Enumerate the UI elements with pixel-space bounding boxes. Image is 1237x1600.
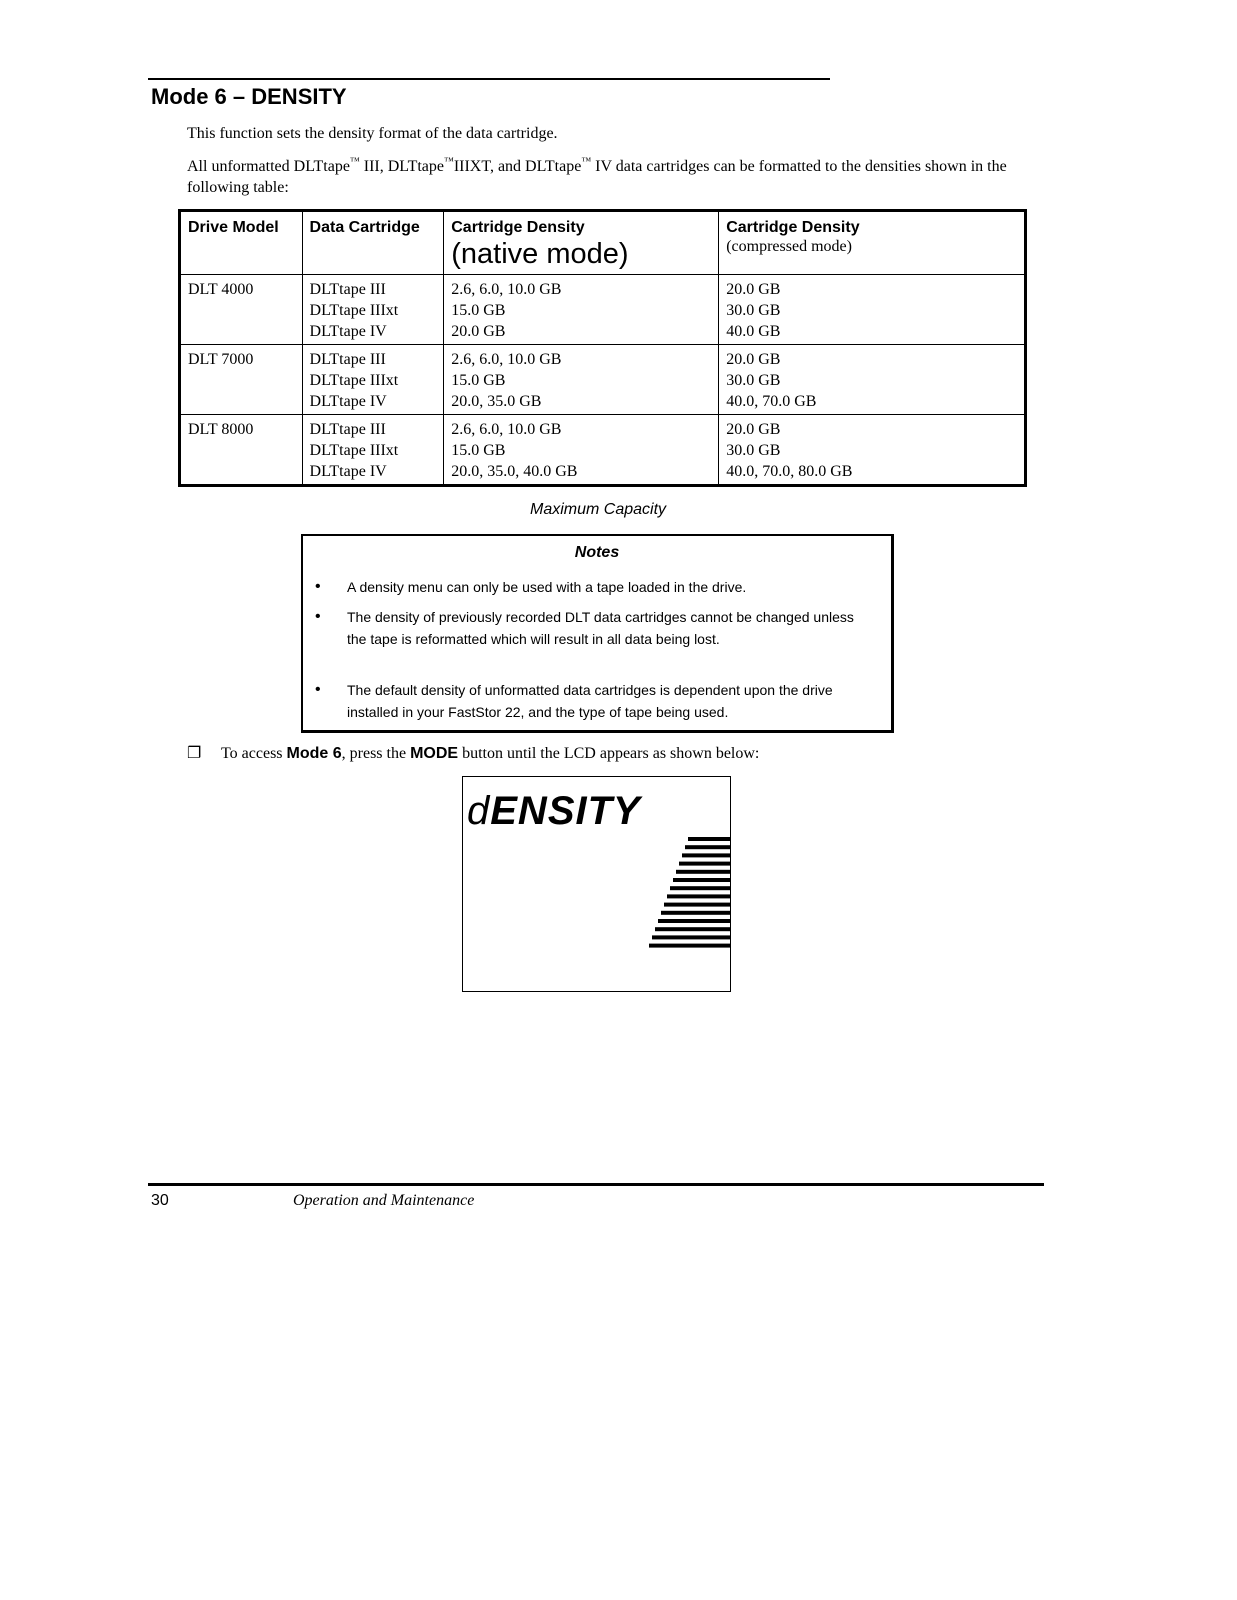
lcd-bar: [685, 845, 730, 849]
drive-model-cell: DLT 4000: [180, 275, 303, 345]
note-item: • The density of previously recorded DLT data cartridges cannot be changed unless the tape is reformatted which will result in all data being lost.: [315, 608, 854, 647]
lcd-bar: [658, 919, 730, 923]
table-row: [180, 415, 1026, 486]
header-drive-model: Drive Model: [180, 211, 303, 275]
table-header-row: [180, 211, 1026, 275]
native-density-cell: 2.6, 6.0, 10.0 GB 15.0 GB 20.0, 35.0, 40.0 GB: [444, 415, 719, 486]
compressed-density-cell: 20.0 GB 30.0 GB 40.0 GB: [719, 275, 1026, 345]
lcd-text: dENSITY: [467, 789, 641, 833]
cartridge-cell: DLTtape III DLTtape IIIxt DLTtape IV: [302, 275, 444, 345]
header-native-density: [444, 211, 719, 275]
drive-model-cell: DLT 8000: [180, 415, 303, 486]
top-rule: [148, 78, 830, 80]
bullet-icon: •: [315, 681, 321, 698]
note-item: • A density menu can only be used with a tape loaded in the drive.: [315, 576, 875, 598]
bullet-icon: •: [315, 578, 321, 595]
lcd-bar: [682, 853, 730, 857]
density-table: [178, 209, 1027, 487]
note-item: • The default density of unformatted data cartridges is dependent upon the drive installed in your FastStor 22, and the type of tape being used.: [315, 681, 833, 720]
lcd-bar: [652, 935, 730, 939]
table-row: [180, 345, 1026, 415]
compressed-density-cell: 20.0 GB 30.0 GB 40.0, 70.0, 80.0 GB: [719, 415, 1026, 486]
native-density-label: Cartridge Density: [451, 219, 585, 236]
table-caption: Maximum Capacity: [529, 501, 667, 518]
checkbox-bullet-icon: ❐: [187, 745, 202, 762]
access-instruction: ❐ To access Mode 6, press the MODE button until the LCD appears as shown below:: [187, 745, 760, 762]
cartridge-cell: DLTtape III DLTtape IIIxt DLTtape IV: [302, 415, 444, 486]
footer-rule: [148, 1183, 1044, 1186]
cartridge-cell: DLTtape III DLTtape IIIxt DLTtape IV: [302, 345, 444, 415]
compressed-density-cell: 20.0 GB 30.0 GB 40.0, 70.0 GB: [719, 345, 1026, 415]
formats-paragraph: All unformatted DLTtape™ III, DLTtape™IIIXT, and DLTtape™ IV data cartridges can be formatted to the densities shown in the following table:: [187, 156, 1007, 196]
native-density-cell: 2.6, 6.0, 10.0 GB 15.0 GB 20.0 GB: [444, 275, 719, 345]
compressed-density-label: Cartridge Density: [726, 219, 860, 236]
lcd-bar: [664, 903, 730, 907]
bullet-icon: •: [315, 608, 321, 625]
lcd-bar: [676, 870, 730, 874]
notes-box: [301, 534, 894, 733]
lcd-bar: [655, 927, 730, 931]
lcd-bar: [679, 862, 730, 866]
lcd-density-bars: [463, 777, 730, 991]
footer-section-title: Operation and Maintenance: [293, 1192, 475, 1209]
page-title: Mode 6 – DENSITY: [151, 84, 347, 109]
header-compressed-density: [719, 211, 1026, 275]
lcd-bar: [673, 878, 730, 882]
compressed-mode-label: (compressed mode): [726, 238, 852, 255]
lcd-bar: [667, 894, 730, 898]
lcd-display: [462, 776, 731, 992]
lcd-bar: [661, 911, 730, 915]
lcd-bar: [688, 837, 730, 841]
header-data-cartridge: Data Cartridge: [302, 211, 444, 275]
native-mode-label: (native mode): [451, 238, 629, 270]
lcd-bar: [670, 886, 730, 890]
native-density-cell: 2.6, 6.0, 10.0 GB 15.0 GB 20.0, 35.0 GB: [444, 345, 719, 415]
notes-title: Notes: [574, 544, 620, 561]
page-number: 30: [151, 1192, 169, 1209]
lcd-bar: [649, 944, 730, 948]
drive-model-cell: DLT 7000: [180, 345, 303, 415]
intro-paragraph: This function sets the density format of the data cartridge.: [187, 125, 558, 142]
table-row: [180, 275, 1026, 345]
